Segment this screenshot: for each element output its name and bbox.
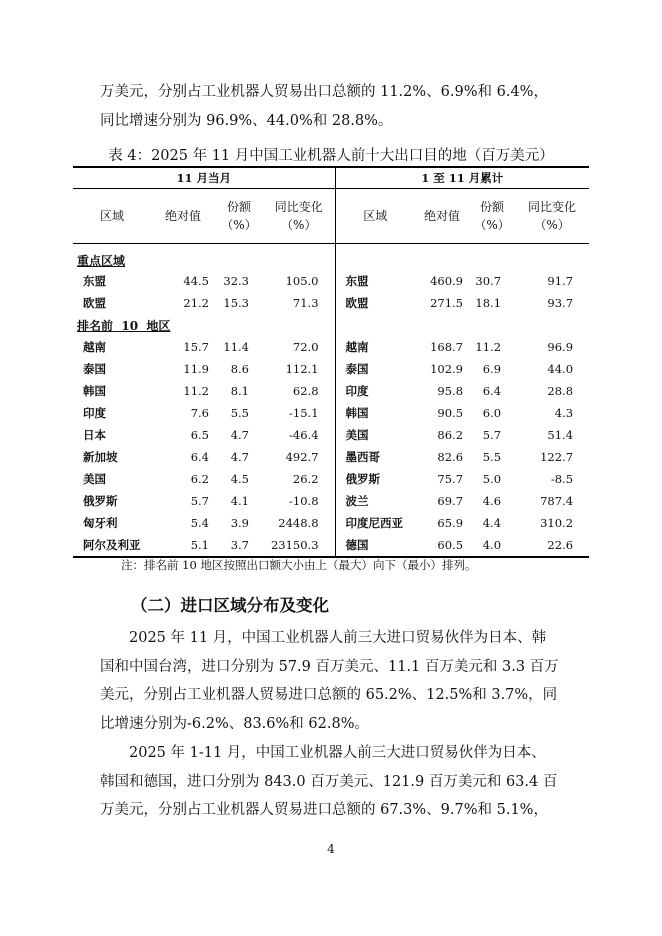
section-label-key-regions: 重点区域 xyxy=(73,244,335,271)
group-header-cumulative: 1 至 11 月累计 xyxy=(335,167,589,189)
text-line: 万美元，分别占工业机器人贸易出口总额的 11.2%、6.9%和 6.4%， xyxy=(100,84,548,100)
cell-absolute: 82.6 xyxy=(437,450,464,464)
text-line: 2025 年 1-11 月，中国工业机器人前三大进口贸易伙伴为日本、 xyxy=(129,745,546,761)
cell-region: 欧盟 xyxy=(345,296,369,310)
table-row xyxy=(73,424,589,446)
col-header-yoy xyxy=(515,189,589,244)
cell-yoy: 51.4 xyxy=(547,428,574,442)
cell-region: 新加坡 xyxy=(83,450,118,464)
cell-region: 越南 xyxy=(83,340,106,354)
cell-yoy: 122.7 xyxy=(540,450,574,464)
cell-absolute: 5.1 xyxy=(151,534,215,557)
col-header-region: 区域 xyxy=(73,189,151,244)
text-line: 同比增速分别为 96.9%、44.0%和 28.8%。 xyxy=(100,112,393,129)
col-header-yoy-line2: （%） xyxy=(534,218,570,232)
cell-absolute: 5.4 xyxy=(190,516,209,530)
cell-yoy: 72.0 xyxy=(263,336,335,358)
cell-absolute: 6.2 xyxy=(190,472,209,486)
cell-yoy: 93.7 xyxy=(547,296,574,310)
cell-share: 4.6 xyxy=(482,494,502,508)
cell-yoy: -10.8 xyxy=(263,490,335,512)
cell-region: 印度 xyxy=(345,384,369,398)
cell-yoy: 62.8 xyxy=(263,380,335,402)
cell-region: 俄罗斯 xyxy=(345,472,381,486)
cell-share: 4.5 xyxy=(230,472,249,486)
cell-share: 4.4 xyxy=(482,516,502,530)
cell-share: 11.4 xyxy=(223,340,249,354)
cell-yoy: 787.4 xyxy=(540,494,574,508)
cell-absolute: 15.7 xyxy=(183,340,209,354)
paragraph-monthly-imports xyxy=(100,624,564,738)
cell-region: 美国 xyxy=(345,428,369,442)
cell-region: 日本 xyxy=(83,428,106,442)
cell-yoy: 310.2 xyxy=(540,516,574,530)
col-header-region: 区域 xyxy=(335,189,415,244)
cell-region: 越南 xyxy=(345,340,369,354)
group-header-monthly: 11 月当月 xyxy=(73,167,335,189)
cell-absolute: 60.5 xyxy=(415,534,469,557)
cell-yoy: 2448.8 xyxy=(263,512,335,534)
section-row-key-regions xyxy=(73,244,589,271)
cell-absolute: 44.5 xyxy=(183,274,209,288)
cell-absolute: 5.7 xyxy=(190,494,209,508)
cell-region: 波兰 xyxy=(345,494,369,508)
col-header-share xyxy=(215,189,263,244)
col-header-share-line2: （%） xyxy=(221,218,257,232)
cell-absolute: 90.5 xyxy=(437,406,464,420)
cell-share: 5.5 xyxy=(482,450,502,464)
col-header-share-line2: （%） xyxy=(474,218,510,232)
cell-yoy: 105.0 xyxy=(263,270,335,292)
cell-absolute: 102.9 xyxy=(430,362,464,376)
cell-region: 印度尼西亚 xyxy=(345,516,404,530)
page-number: 4 xyxy=(327,842,335,856)
table-row xyxy=(73,468,589,490)
table-row xyxy=(73,336,589,358)
cell-absolute: 75.7 xyxy=(437,472,464,486)
cell-region: 俄罗斯 xyxy=(83,494,118,508)
section-heading: （二）进口区域分布及变化 xyxy=(131,596,329,615)
cell-share: 4.7 xyxy=(230,428,249,442)
table-row xyxy=(73,490,589,512)
cell-share: 32.3 xyxy=(223,274,249,288)
cell-yoy: 28.8 xyxy=(547,384,574,398)
cell-absolute: 168.7 xyxy=(430,340,464,354)
cell-region: 东盟 xyxy=(83,274,106,288)
col-header-yoy-line1: 同比变化 xyxy=(528,200,577,214)
cell-share: 4.1 xyxy=(230,494,249,508)
col-header-share-line1: 份额 xyxy=(480,200,505,214)
col-header-share-line1: 份额 xyxy=(226,200,251,214)
cell-region: 印度 xyxy=(83,406,106,420)
cell-share: 4.7 xyxy=(230,450,249,464)
cell-absolute: 86.2 xyxy=(437,428,464,442)
cell-region: 匈牙利 xyxy=(83,516,118,530)
cell-absolute: 21.2 xyxy=(183,296,209,310)
cell-share: 5.0 xyxy=(482,472,502,486)
cell-absolute: 6.4 xyxy=(190,450,209,464)
cell-absolute: 95.8 xyxy=(437,384,464,398)
cell-region: 韩国 xyxy=(83,384,106,398)
col-header-yoy-line2: （%） xyxy=(281,218,317,232)
cell-yoy: -46.4 xyxy=(263,424,335,446)
cell-yoy: -8.5 xyxy=(550,472,574,486)
text-line: 万美元，分别占工业机器人贸易进口总额的 67.3%、9.7%和 5.1%， xyxy=(100,802,548,818)
cell-share: 3.7 xyxy=(215,534,263,557)
cell-share: 6.9 xyxy=(482,362,502,376)
cell-yoy: 71.3 xyxy=(263,292,335,314)
paragraph-cumulative-imports xyxy=(100,739,564,825)
cell-region: 美国 xyxy=(83,472,106,486)
cell-yoy: 96.9 xyxy=(547,340,574,354)
table-row xyxy=(73,358,589,380)
table-row xyxy=(73,270,589,292)
cell-share: 6.4 xyxy=(482,384,502,398)
cell-region: 泰国 xyxy=(83,362,106,376)
cell-share: 18.1 xyxy=(475,296,502,310)
cell-share: 6.0 xyxy=(482,406,502,420)
text-line: 国和中国台湾，进口分别为 57.9 百万美元、11.1 百万美元和 3.3 百万 xyxy=(100,658,559,675)
table-row xyxy=(73,380,589,402)
cell-share: 15.3 xyxy=(223,296,249,310)
cell-region: 欧盟 xyxy=(83,296,106,310)
cell-region: 墨西哥 xyxy=(345,450,381,464)
cell-yoy: 4.3 xyxy=(554,406,574,420)
text-line: 2025 年 11 月，中国工业机器人前三大进口贸易伙伴为日本、韩 xyxy=(129,630,547,646)
table-caption: 表 4：2025 年 11 月中国工业机器人前十大出口目的地（百万美元） xyxy=(108,148,554,164)
cell-yoy: 22.6 xyxy=(515,534,589,557)
cell-share: 8.1 xyxy=(230,384,249,398)
cell-region: 东盟 xyxy=(345,274,369,288)
table-row xyxy=(73,402,589,424)
export-destinations-table xyxy=(73,166,589,558)
cell-absolute: 460.9 xyxy=(430,274,464,288)
col-header-absolute: 绝对值 xyxy=(151,189,215,244)
section-row-top10 xyxy=(73,314,589,336)
table-row xyxy=(73,292,589,314)
cell-yoy: 23150.3 xyxy=(263,534,335,557)
cell-region: 德国 xyxy=(335,534,415,557)
cell-share: 8.6 xyxy=(230,362,249,376)
cell-absolute: 69.7 xyxy=(437,494,464,508)
cell-region: 韩国 xyxy=(345,406,369,420)
col-header-absolute: 绝对值 xyxy=(415,189,469,244)
col-header-yoy-line1: 同比变化 xyxy=(274,200,323,214)
col-header-yoy xyxy=(263,189,335,244)
cell-share: 30.7 xyxy=(475,274,502,288)
cell-yoy: 91.7 xyxy=(547,274,574,288)
cell-yoy: -15.1 xyxy=(263,402,335,424)
cell-share: 4.0 xyxy=(469,534,515,557)
cell-share: 3.9 xyxy=(230,516,249,530)
cell-yoy: 492.7 xyxy=(263,446,335,468)
cell-yoy: 112.1 xyxy=(263,358,335,380)
table-row xyxy=(73,512,589,534)
cell-absolute: 65.9 xyxy=(437,516,464,530)
text-line: 美元，分别占工业机器人贸易进口总额的 65.2%、12.5%和 3.7%，同 xyxy=(100,687,558,703)
cell-region: 阿尔及利亚 xyxy=(73,534,151,557)
col-header-share xyxy=(469,189,515,244)
text-line: 韩国和德国，进口分别为 843.0 百万美元、121.9 百万美元和 63.4 百 xyxy=(100,773,558,790)
table-note: 注：排名前 10 地区按照出口额大小由上（最大）向下（最小）排列。 xyxy=(121,558,477,572)
cell-absolute: 11.2 xyxy=(183,384,209,398)
table-row xyxy=(73,534,589,557)
cell-region: 泰国 xyxy=(345,362,369,376)
cell-absolute: 11.9 xyxy=(183,362,209,376)
cell-share: 5.7 xyxy=(482,428,502,442)
paragraph-continuation xyxy=(100,78,564,135)
cell-share: 11.2 xyxy=(475,340,502,354)
table-row xyxy=(73,446,589,468)
cell-absolute: 7.6 xyxy=(190,406,209,420)
cell-yoy: 26.2 xyxy=(263,468,335,490)
cell-yoy: 44.0 xyxy=(547,362,574,376)
table-body xyxy=(73,244,589,558)
cell-absolute: 271.5 xyxy=(430,296,464,310)
section-label-top10: 排名前 10 地区 xyxy=(73,314,335,336)
cell-share: 5.5 xyxy=(230,406,249,420)
text-line: 比增速分别为-6.2%、83.6%和 62.8%。 xyxy=(100,715,369,732)
cell-absolute: 6.5 xyxy=(190,428,209,442)
